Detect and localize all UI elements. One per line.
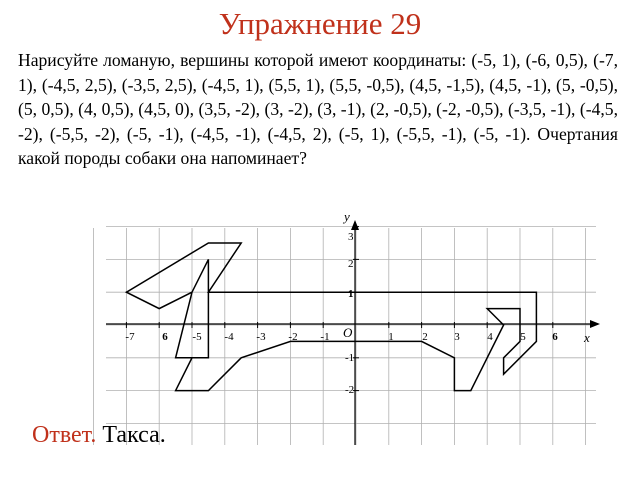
x-tick-label: 6 [552, 331, 558, 343]
answer-label: Ответ. [32, 422, 97, 448]
answer-value: Такса. [102, 422, 166, 448]
y-axis-label: y [344, 209, 350, 224]
x-tick-label: -7 [125, 331, 135, 343]
x-axis-label: x [584, 330, 590, 345]
exercise-title: Упражнение 29 [218, 6, 422, 41]
x-tick-label: -2 [288, 331, 298, 343]
answer-line [32, 422, 166, 449]
x-tick-label: -5 [192, 331, 202, 343]
y-axis-arrow [351, 220, 359, 230]
x-tick-label: -3 [256, 331, 266, 343]
coordinate-axes [106, 220, 600, 445]
y-tick-label: 1 [348, 288, 354, 300]
origin-label: O [343, 325, 353, 340]
x-tick-label: 5 [520, 331, 526, 343]
x-tick-label: -1 [320, 331, 330, 343]
y-tick-label: -2 [345, 384, 355, 396]
x-tick-label: -4 [224, 331, 234, 343]
dog-polyline [126, 243, 536, 391]
x-axis-arrow [590, 320, 600, 328]
y-tick-label: 2 [348, 258, 354, 270]
task-text: Нарисуйте ломаную, вершины которой имеют координаты: (-5, 1), (-6, 0,5), (-7, 1), (-4,5, 2,5), (-3,5, 2,5), (-4,5, 1), (5,5, 1), (5,5, -0,5), (4,5, -1,5), (4,5, -1), (5, -0,5), (5, 0,5), (4, 0,5), (4,5, 0), (3,5, -2), (3, -2), (3, -1), (2, -0,5), (-2, -0,5), (-3,5, -1), (-4,5, -2), (-5,5, -2), (-5, -1), (-4,5, -1), (-4,5, 2), (-5, 1), (-5,5, -1), (-5, -1). Очертания какой породы собаки она напоминает? [18, 50, 618, 169]
x-tick-label: 4 [487, 331, 493, 343]
x-tick-label: 6 [162, 331, 168, 343]
y-tick-label: 3 [348, 231, 354, 243]
x-tick-label: 2 [422, 331, 428, 343]
x-tick-label: 3 [454, 331, 460, 343]
x-tick-label: 1 [388, 331, 394, 343]
y-tick-label: -1 [345, 352, 355, 364]
